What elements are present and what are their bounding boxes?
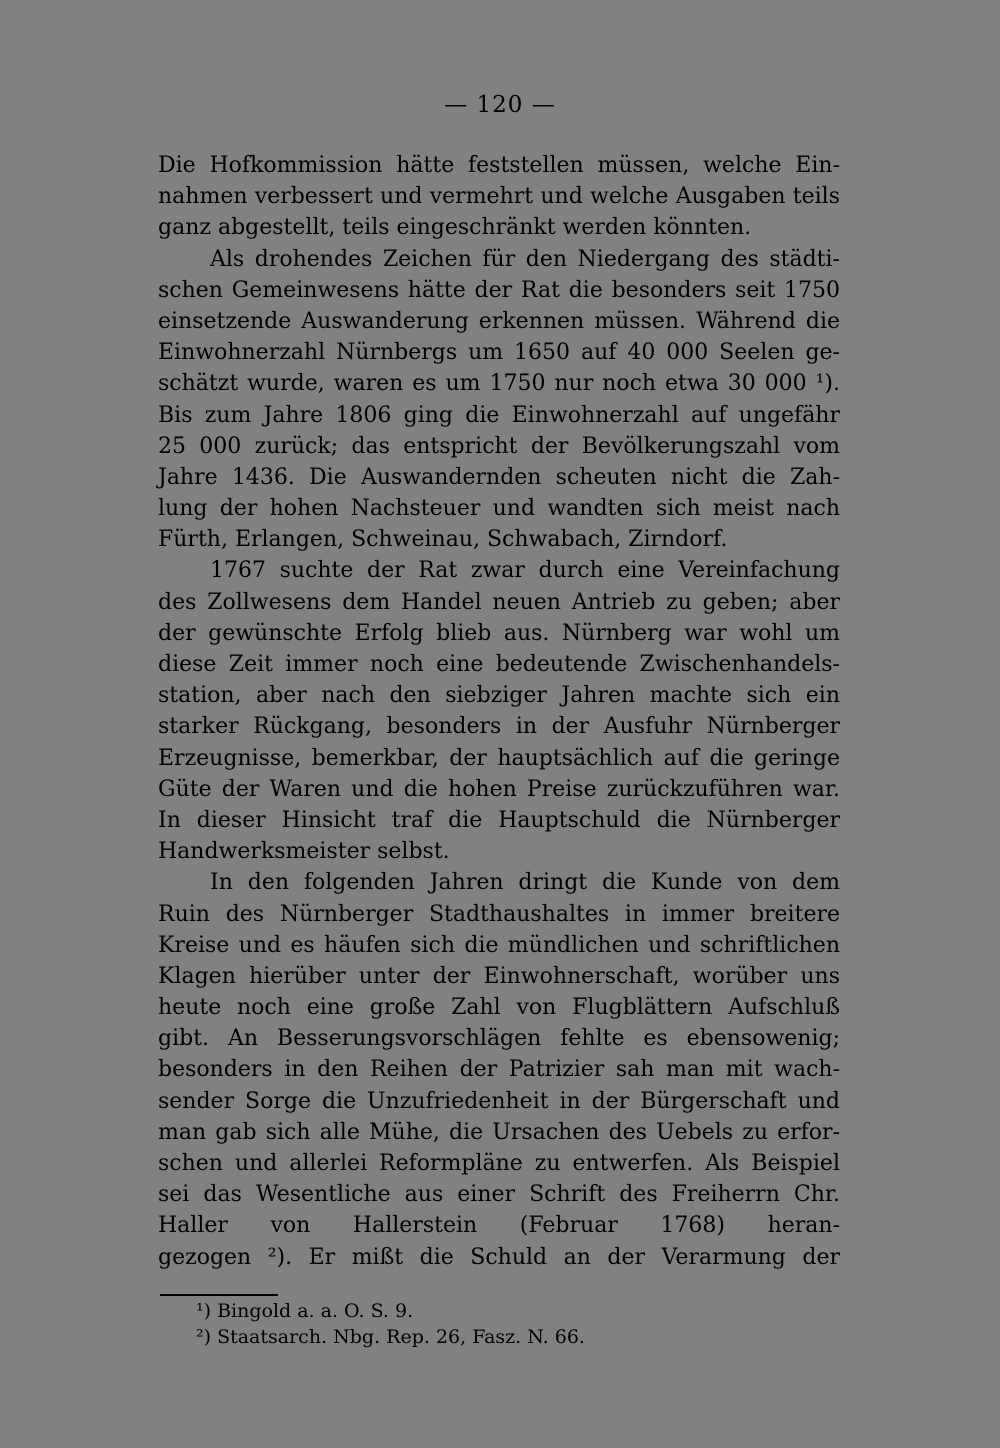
text-line: sei das Wesentliche aus einer Schrift des Freiherrn Chr.	[158, 1182, 840, 1208]
text-line: heute noch eine große Zahl von Flugblättern Aufschluß	[158, 995, 840, 1021]
text-line: Bis zum Jahre 1806 ging die Einwohnerzahl auf ungefähr	[158, 402, 840, 428]
paragraph	[158, 555, 840, 867]
text-line: Jahre 1436. Die Auswandernden scheuten nicht die Zah-	[158, 464, 840, 490]
footnotes	[196, 1298, 585, 1350]
text-line: starker Rückgang, besonders in der Ausfuhr Nürnberger	[158, 714, 840, 740]
text-line: In den folgenden Jahren dringt die Kunde von dem	[210, 870, 840, 896]
text-line: des Zollwesens dem Handel neuen Antrieb zu geben; aber	[158, 589, 840, 615]
text-line: In dieser Hinsicht traf die Hauptschuld die Nürnberger	[158, 807, 840, 833]
text-line: Klagen hierüber unter der Einwohnerschaft, worüber uns	[158, 963, 840, 989]
text-line: Erzeugnisse, bemerkbar, der hauptsächlich auf die geringe	[158, 745, 840, 771]
text-line: Kreise und es häufen sich die mündlichen und schriftlichen	[158, 932, 840, 958]
footnote-1: ¹) Bingold a. a. O. S. 9.	[196, 1300, 414, 1322]
text-line: lung der hohen Nachsteuer und wandten sich meist nach	[158, 496, 840, 522]
text-line: gibt. An Besserungsvorschlägen fehlte es ebensowenig;	[158, 1026, 840, 1052]
text-line: Ruin des Nürnberger Stadthaushaltes in immer breitere	[158, 901, 840, 927]
text-line: sender Sorge die Unzufriedenheit in der Bürgerschaft und	[158, 1088, 840, 1114]
text-line: Haller von Hallerstein (Februar 1768) heran-	[158, 1213, 840, 1239]
footnote-2: ²) Staatsarch. Nbg. Rep. 26, Fasz. N. 66.	[196, 1326, 585, 1348]
text-line: schätzt wurde, waren es um 1750 nur noch etwa 30 000 ¹).	[158, 371, 840, 397]
text-line: Handwerksmeister selbst.	[158, 839, 450, 865]
text-line: 25 000 zurück; das entspricht der Bevölkerungszahl vom	[158, 433, 840, 459]
text-line: Als drohendes Zeichen für den Niedergang des städti-	[210, 246, 840, 272]
text-line: schen und allerlei Reformpläne zu entwerfen. Als Beispiel	[158, 1151, 840, 1176]
page-number: — 120 —	[444, 92, 556, 118]
paragraph	[158, 244, 840, 556]
text-line: 1767 suchte der Rat zwar durch eine Vereinfachung	[210, 558, 840, 584]
text-line: Güte der Waren und die hohen Preise zurückzuführen war.	[158, 776, 840, 802]
text-line: einsetzende Auswanderung erkennen müssen. Während die	[158, 308, 840, 334]
text-line: nahmen verbessert und vermehrt und welche Ausgaben teils	[158, 184, 840, 210]
text-line: der gewünschte Erfolg blieb aus. Nürnberg war wohl um	[158, 620, 840, 646]
paragraph	[158, 150, 840, 244]
text-line: man gab sich alle Mühe, die Ursachen des Uebels zu erfor-	[158, 1119, 840, 1145]
text-line: besonders in den Reihen der Patrizier sah man mit wach-	[158, 1057, 840, 1083]
text-line: Einwohnerzahl Nürnbergs um 1650 auf 40 000 Seelen ge-	[158, 340, 840, 366]
text-line: station, aber nach den siebziger Jahren machte sich ein	[158, 683, 840, 709]
footnote-divider	[160, 1294, 278, 1296]
text-line: schen Gemeinwesens hätte der Rat die besonders seit 1750	[158, 277, 840, 303]
text-line: Fürth, Erlangen, Schweinau, Schwabach, Zirndorf.	[158, 527, 728, 553]
text-line: diese Zeit immer noch eine bedeutende Zwischenhandels-	[158, 652, 840, 677]
text-line: ganz abgestellt, teils eingeschränkt werden könnten.	[158, 215, 752, 241]
body-text	[158, 150, 840, 1273]
text-line: gezogen ²). Er mißt die Schuld an der Verarmung der	[158, 1244, 840, 1270]
text-line: Die Hofkommission hätte feststellen müssen, welche Ein-	[158, 153, 840, 178]
paragraph	[158, 867, 840, 1272]
